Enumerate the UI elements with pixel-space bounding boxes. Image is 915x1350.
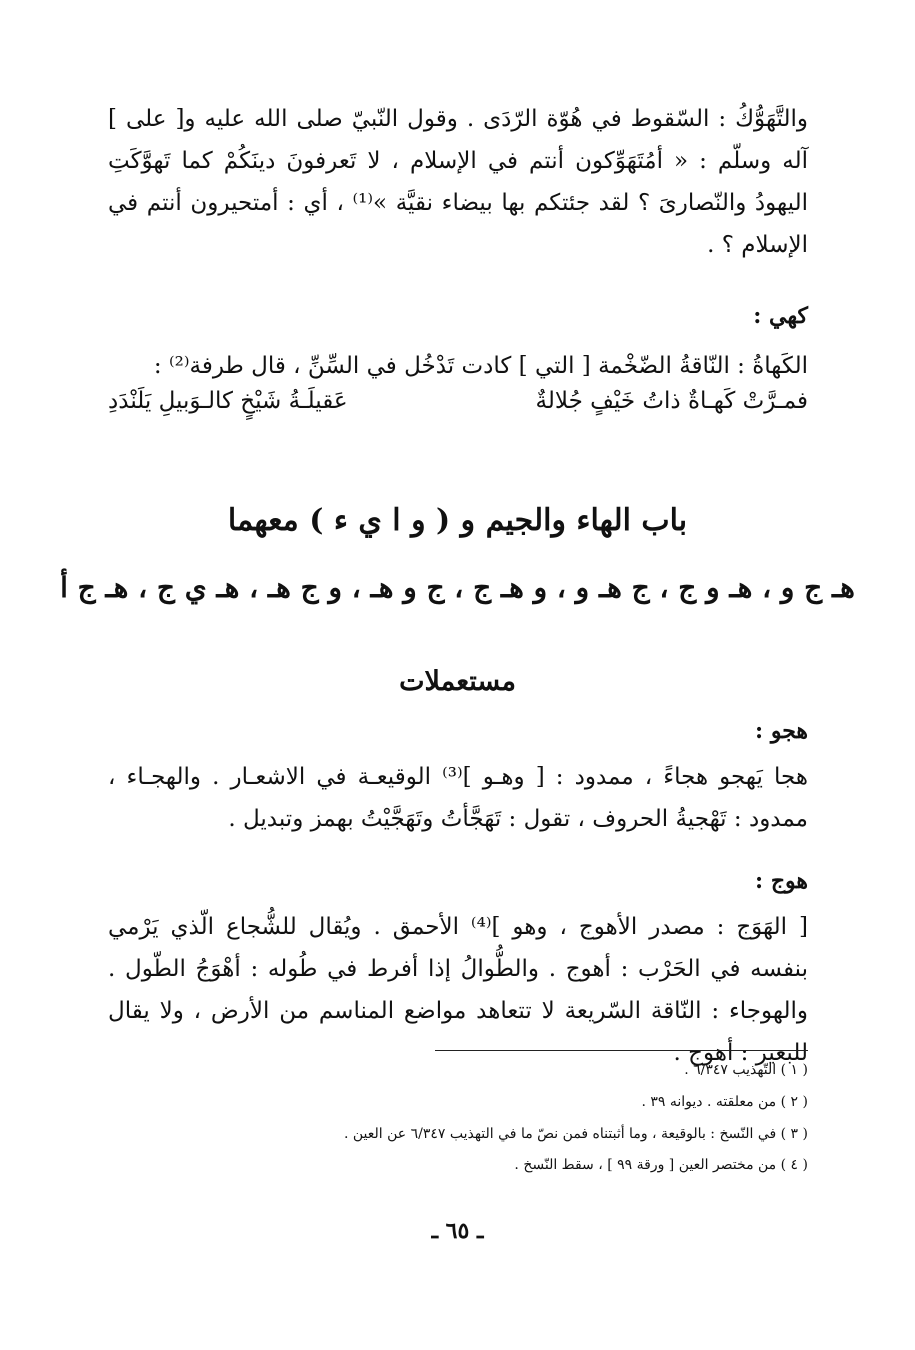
- entry-tahawwuk: [108, 98, 808, 266]
- verse-second-hemistich: عَقيلَـةُ شَيْخٍ كالـوَبيلِ يَلَنْدَدِ: [108, 388, 348, 414]
- entry-hawj-text: [ الهَوَج : مصدر الأهوج ، وهو ]⁽⁴⁾ الأحمق . ويُقال للشُّجاع الّذي يَرْمي بنفسه في الحَرْب : أهوج . والطُّوالُ إذا أفرط في طُوله : أهْوَجُ الطّول . والهوجاء : النّاقة السّريعة لا تتعاهد مواضع المناسم من الأرض ، ولا يقال للبعير : أهوج .: [108, 914, 808, 1066]
- footnote-4: ( ٤ ) من مختصر العين [ ورقة ٩٩ ] ، سقط النّسخ .: [514, 1157, 808, 1173]
- chapter-title: باب الهاء والجيم و ( و ا ي ء ) معهما: [227, 503, 688, 538]
- entry-hajw: [108, 756, 808, 840]
- entry-kahy: [108, 345, 808, 387]
- footnote-3: ( ٣ ) في النّسخ : بالوقيعة ، وما أثبتناه فمن نصّ ما في التهذيب ٦/٣٤٧ عن العين .: [344, 1126, 808, 1142]
- footnote-1: ( ١ ) التّهذيب ٦/٣٤٧ .: [684, 1062, 808, 1078]
- letter-combinations: هـ ج و ، هـ و ج ، ج هـ و ، و هـ ج ، ج و هـ ، و ج هـ ، هـ ي ج ، هـ ج أ: [60, 571, 855, 604]
- entry-kahy-text: الكَهاةُ : النّاقةُ الضّخْمة [ التي ] كادت تَدْخُل في السِّنِّ ، قال طرفة⁽²⁾ :: [153, 353, 808, 379]
- entry-hajw-heading: هجو :: [755, 718, 808, 744]
- entry-hajw-text: هجا يَهجو هجاءً ، ممدود : [ وهـو ]⁽³⁾ الوقيعـة في الاشعـار . والهجـاء ، ممدود : تَهْجيةُ الحروف ، تقول : تَهَجَّأتُ وتَهَجَّيْتُ بهمز وتبديل .: [108, 764, 808, 832]
- entry-hawj-heading: هوج :: [755, 868, 808, 894]
- footnote-divider: [435, 1050, 808, 1051]
- entry-tahawwuk-text: والتَّهَوُّكُ : السّقوط في هُوّة الرّدَى . وقول النّبيّ صلى الله عليه و[ على ] آله وسلّم : « أمُتَهَوِّكون أنتم في الإسلام ، لا تَعرفونَ دينَكُمْ كما تَهوَّكَتِ اليهودُ والنّصارىَ ؟ لقد جئتكم بها بيضاء نقيَّة »⁽¹⁾ ، أي : أمتحيرون أنتم في الإسلام ؟ .: [108, 106, 808, 258]
- footnote-2: ( ٢ ) من معلقته . ديوانه ٣٩ .: [641, 1094, 808, 1110]
- poetry-verse: [108, 388, 808, 428]
- used-roots-heading: مستعملات: [399, 666, 516, 697]
- page-number: ـ ٦٥ ـ: [431, 1218, 484, 1244]
- entry-kahy-heading: كهي :: [753, 303, 808, 329]
- entry-hawj: [108, 906, 808, 1074]
- verse-first-hemistich: فمـرَّتْ كَهـاةٌ ذاتُ خَيْفٍ جُلالةٌ: [535, 388, 808, 414]
